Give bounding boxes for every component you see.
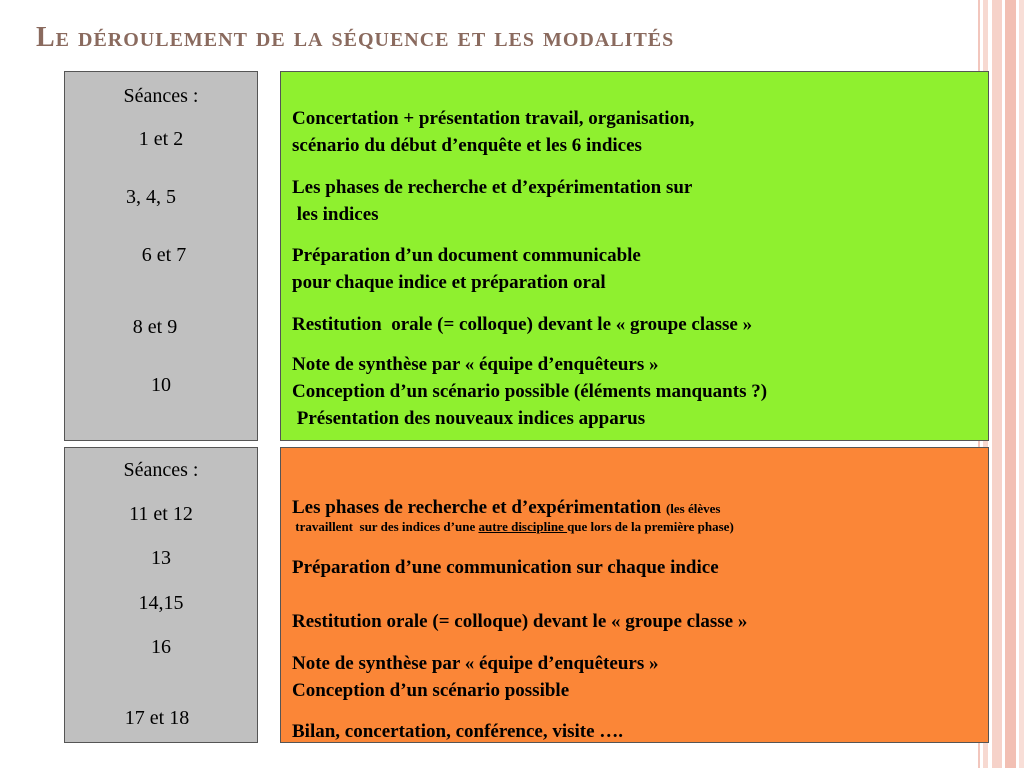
content-line: les indices — [292, 204, 379, 225]
content-note-line — [292, 518, 734, 536]
seances-label: Séances : — [123, 85, 199, 107]
phase1-content-panel — [280, 71, 989, 441]
seance-item: 6 et 7 — [141, 244, 187, 266]
seance-item: 13 — [151, 547, 171, 569]
seances-label: Séances : — [123, 459, 199, 481]
content-line: Bilan, concertation, conférence, visite …. — [292, 721, 624, 742]
content-line: scénario du début d’enquête et les 6 indices — [292, 135, 642, 156]
seance-item: 16 — [151, 636, 171, 658]
stripe — [1005, 0, 1016, 768]
content-note-text: que lors de la première phase) — [567, 519, 734, 534]
content-line: Concertation + présentation travail, organisation, — [292, 108, 695, 129]
seance-item: 1 et 2 — [138, 128, 184, 150]
content-note-text: travaillent sur des indices d’une — [292, 519, 479, 534]
content-line: Préparation d’une communication sur chaque indice — [292, 557, 719, 578]
content-line: Note de synthèse par « équipe d’enquêteurs » — [292, 354, 659, 375]
slide-title: Le déroulement de la séquence et les modalités — [36, 22, 675, 53]
stripe — [1019, 0, 1024, 768]
content-line: Présentation des nouveaux indices apparus — [292, 408, 646, 429]
seance-item: 3, 4, 5 — [126, 186, 176, 208]
content-line: Les phases de recherche et d’expérimentation sur — [292, 177, 693, 198]
seance-item: 17 et 18 — [124, 707, 190, 729]
autre-discipline-text: autre discipline — [478, 519, 568, 534]
content-line: Note de synthèse par « équipe d’enquêteurs » — [292, 653, 659, 674]
content-line: Préparation d’un document communicable — [292, 245, 641, 266]
content-line-text: Les phases de recherche et d’expérimentation — [292, 497, 666, 518]
seance-item: 14,15 — [138, 592, 184, 614]
seance-item: 11 et 12 — [129, 503, 193, 525]
stripe — [992, 0, 1002, 768]
content-note: (les élèves — [665, 501, 721, 516]
content-line: pour chaque indice et préparation oral — [292, 272, 606, 293]
content-line: Conception d’un scénario possible — [292, 680, 570, 701]
content-line: Restitution orale (= colloque) devant le « groupe classe » — [292, 314, 753, 335]
phase2-content-panel — [280, 447, 989, 743]
phase2-seances-panel — [64, 447, 258, 743]
seance-item: 8 et 9 — [132, 316, 178, 338]
phase1-seances-panel — [64, 71, 258, 441]
seance-item: 10 — [151, 374, 171, 396]
content-line: Conception d’un scénario possible (éléments manquants ?) — [292, 381, 768, 402]
content-line: Restitution orale (= colloque) devant le « groupe classe » — [292, 611, 748, 632]
